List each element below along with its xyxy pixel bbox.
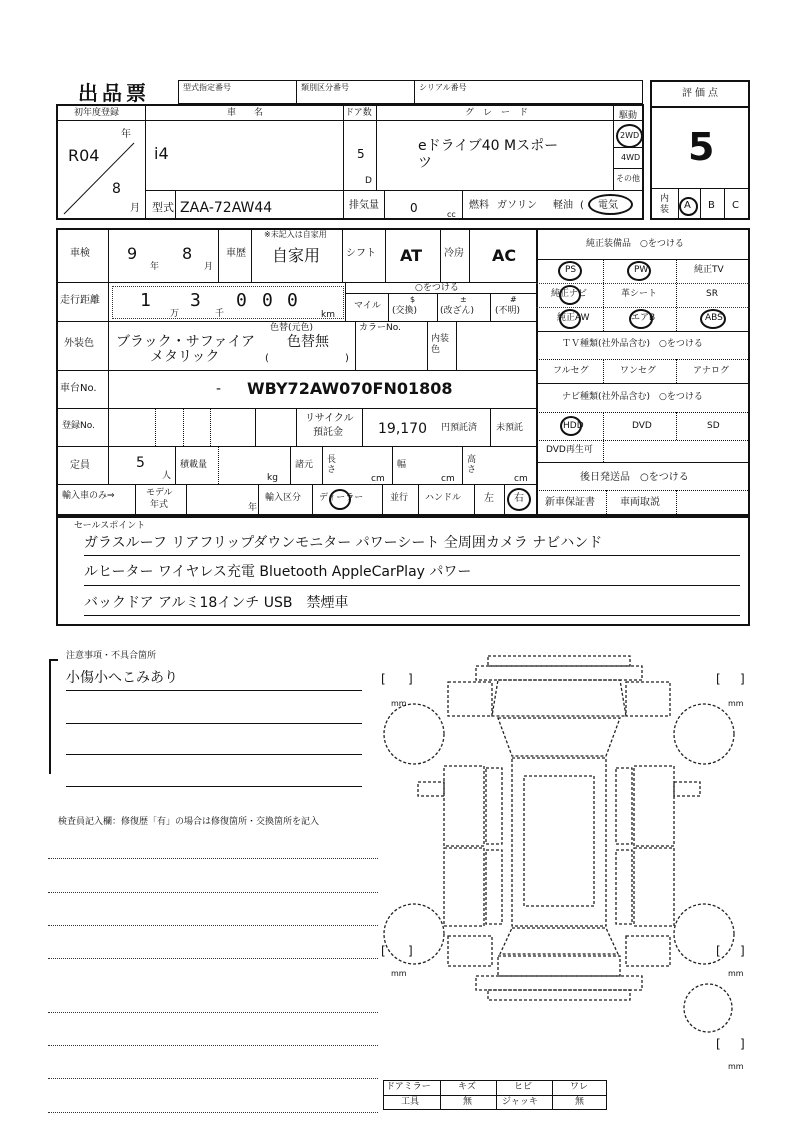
car-name-label: 車 名 <box>227 108 264 118</box>
equip-abs-circle <box>700 309 726 329</box>
import-parallel: 並行 <box>390 493 409 503</box>
capacity-value: 5 <box>136 455 145 471</box>
equip-sr: SR <box>706 289 718 299</box>
equipment-title: 純正装備品 ○をつける <box>586 239 684 249</box>
history-note: ※未記入は自家用 <box>264 230 327 239</box>
color-line2: メタリック <box>150 349 220 365</box>
legend-r3: 無 <box>575 1097 585 1107</box>
interior-a-circle <box>679 197 698 216</box>
mm-fl: mm <box>391 699 407 708</box>
width-unit: cm <box>441 474 455 484</box>
mileage-mile: マイル <box>354 301 381 311</box>
mileage-d2: 3 <box>190 290 201 311</box>
equip-aw-circle <box>559 309 581 329</box>
equip-airbag-circle <box>629 309 656 329</box>
reg-year-label: 年 <box>121 129 131 140</box>
equip-ps: PS <box>565 265 577 275</box>
mileage-tamper: (改ざん) <box>440 306 475 316</box>
later-warranty: 新車保証書 <box>545 497 595 508</box>
fuel-diesel: 軽油 <box>553 200 573 211</box>
doors-value: 5 <box>357 147 365 161</box>
paren-open: ( <box>265 353 269 364</box>
navi-title: ナビ種類(社外品含む) ○をつける <box>562 392 703 402</box>
handle-right: 右 <box>514 493 524 504</box>
mileage-sen: 千 <box>215 309 225 319</box>
paren-close: ) <box>345 353 349 364</box>
not-deposited: 未預託 <box>496 423 524 433</box>
navi-hdd-circle <box>560 416 582 436</box>
mm-rl: mm <box>391 969 407 978</box>
doors-suffix: D <box>365 176 372 186</box>
mileage-d3: 0 <box>236 290 247 311</box>
notes-frame <box>46 648 366 778</box>
capacity-unit: 人 <box>162 471 172 481</box>
equip-ps-circle <box>558 261 582 281</box>
reg-era: R04 <box>68 146 100 165</box>
height-label: 高さ <box>467 455 477 475</box>
later-manual: 車両取説 <box>620 497 660 508</box>
tv-analog: アナログ <box>693 366 730 376</box>
later-title: 後日発送品 ○をつける <box>580 472 689 483</box>
equip-leather: 革シート <box>621 289 658 299</box>
inspection-label: 車検 <box>70 248 90 259</box>
reg-month-label: 月 <box>130 203 140 214</box>
legend-r2: ジャッキ <box>502 1097 538 1107</box>
sales-line1: ガラスルーフ リアフリップダウンモニター パワーシート 全周囲カメラ ナビハンド <box>84 535 603 551</box>
inspection-month: 8 <box>182 244 193 263</box>
equip-abs: ABS <box>705 313 723 323</box>
tamper-sym: ± <box>460 295 467 304</box>
load-unit: kg <box>267 473 278 483</box>
mileage-d4: 0 <box>262 290 273 311</box>
notes-label: 注意事項・不具合箇所 <box>66 651 157 661</box>
color-code-label: カラーNo. <box>359 323 401 333</box>
tv-fullseg: フルセグ <box>553 366 589 376</box>
equip-pw-circle <box>627 261 651 281</box>
ac-label: 冷房 <box>444 248 464 259</box>
form-title: 出品票 <box>78 81 150 105</box>
displacement-unit: cc <box>447 210 456 219</box>
fuel-label: 燃料 <box>469 200 489 211</box>
grade-line2: ツ <box>418 155 432 171</box>
history-value: 自家用 <box>272 246 321 265</box>
sales-label: セールスポイント <box>74 521 146 531</box>
code-header-box <box>178 80 643 104</box>
reg-label: 初年度登録 <box>74 108 120 118</box>
import-dealer-circle <box>329 489 351 510</box>
width-label: 幅 <box>397 460 407 470</box>
equip-pw: PW <box>634 265 649 275</box>
import-label: 輸入車のみ⇒ <box>62 491 115 501</box>
car-diagram <box>378 636 758 1056</box>
sales-line2: ルヒーター ワイヤレス充電 Bluetooth AppleCarPlay パワー <box>84 564 472 580</box>
fuel-gasoline: ガソリン <box>497 200 537 211</box>
recycle-label2: 預託金 <box>313 427 343 438</box>
equip-aw: 純正AW <box>557 313 590 323</box>
handle-label: ハンドル <box>425 493 462 503</box>
car-name: i4 <box>154 144 169 163</box>
model-code-label: 型式指定番号 <box>183 83 231 92</box>
fuel-electric: 電気 <box>598 200 618 211</box>
displacement-value: 0 <box>410 201 418 215</box>
mileage-unknown: (不明) <box>495 306 521 316</box>
notes-line1: 小傷小へこみあり <box>66 670 178 686</box>
class-label: 類別区分番号 <box>301 83 349 92</box>
mileage-swap: (交換) <box>392 306 418 316</box>
fuel-electric-circle <box>588 194 633 215</box>
equip-tv: 純正TV <box>694 265 724 275</box>
mileage-man: 万 <box>170 309 180 319</box>
inspection-year: 9 <box>127 244 138 263</box>
chassis-label: 車台No. <box>60 383 97 394</box>
reg-month: 8 <box>112 181 121 197</box>
len-unit: cm <box>371 474 385 484</box>
capacity-label: 定員 <box>70 460 90 471</box>
recycle-label1: リサイクル <box>305 413 354 424</box>
len-label: 長さ <box>327 455 337 475</box>
color-change-value: 色替無 <box>287 334 329 350</box>
interior-a: A <box>684 200 691 211</box>
drive-2wd: 2WD <box>620 131 640 140</box>
color-line1: ブラック・サファイア <box>116 334 256 350</box>
navi-sd: SD <box>707 421 720 431</box>
registration-label: 登録No. <box>62 421 95 431</box>
navi-hdd: HDD <box>563 421 584 431</box>
mm-fr: mm <box>728 699 744 708</box>
reg-slash <box>60 140 140 220</box>
chassis-dash: - <box>216 381 222 397</box>
interior-c: C <box>732 200 739 211</box>
legend-h1: キズ <box>458 1082 476 1092</box>
color-change-label: 色替(元色) <box>270 323 314 333</box>
shift-value: AT <box>400 246 423 265</box>
eval-label: 評価点 <box>682 88 721 99</box>
displacement-label: 排気量 <box>349 200 379 211</box>
serial-label: シリアル番号 <box>419 83 467 92</box>
legend-r1: 無 <box>463 1097 473 1107</box>
drive-4wd: 4WD <box>621 153 641 162</box>
equip-navi: 純正ナビ <box>551 289 588 299</box>
equip-navi-circle <box>559 285 581 305</box>
color-label: 外装色 <box>64 338 94 349</box>
inspection-year-unit: 年 <box>150 262 160 272</box>
mileage-d1: 1 <box>140 290 151 311</box>
model-year-label1: モデル <box>146 488 173 498</box>
type-value: ZAA-72AW44 <box>180 200 273 216</box>
height-unit: cm <box>514 474 528 484</box>
sales-line3: バックドア アルミ18インチ USB 禁煙車 <box>84 595 349 611</box>
shift-label: シフト <box>346 248 376 259</box>
tv-title: ＴＶ種類(社外品含む) ○をつける <box>562 339 703 349</box>
drive-label: 駆動 <box>619 111 638 121</box>
handle-right-circle <box>507 488 531 511</box>
import-class-label: 輸入区分 <box>265 493 302 503</box>
history-label: 車歴 <box>226 248 246 259</box>
doors-label: ドア数 <box>345 108 372 118</box>
swap-sym: $ <box>410 295 416 304</box>
handle-left: 左 <box>484 493 494 504</box>
legend-h0: ドアミラー <box>386 1082 431 1092</box>
legend-h2: ヒビ <box>514 1082 533 1092</box>
model-year-label2: 年式 <box>150 500 169 510</box>
interior-label: 内装 <box>660 194 670 215</box>
model-year-unit: 年 <box>248 503 258 513</box>
drive-2wd-circle <box>616 124 643 148</box>
inspector-label: 検査員記入欄：修復歴「有」の場合は修復箇所・交換箇所を記入 <box>58 817 320 827</box>
mileage-unit: km <box>321 310 335 320</box>
eval-score: 5 <box>688 125 715 169</box>
interior-color-label: 内装色 <box>431 334 450 355</box>
unknown-sym: # <box>510 295 517 304</box>
interior-b: B <box>708 200 715 211</box>
mm-spare: mm <box>728 1062 744 1071</box>
tv-oneseg: ワンセグ <box>620 366 657 376</box>
recycle-value: 19,170 <box>378 421 427 437</box>
drive-other: その他 <box>616 174 640 183</box>
navi-dvd: DVD <box>632 421 652 431</box>
mileage-label: 走行距離 <box>60 295 100 306</box>
load-label: 積載量 <box>180 460 208 470</box>
ac-value: AC <box>492 246 517 265</box>
recycle-unit: 円預託済 <box>441 423 478 433</box>
type-label: 型式 <box>152 201 174 214</box>
dims-label: 諸元 <box>295 460 314 470</box>
mm-rr: mm <box>728 969 744 978</box>
mileage-circle-note: ○をつける <box>415 283 459 293</box>
grade-line1: eドライブ40 Mスポー <box>418 138 559 154</box>
chassis-value: WBY72AW070FN01808 <box>247 379 453 398</box>
equip-airbag: エアB <box>631 313 656 323</box>
navi-dvd-play: DVD再生可 <box>546 445 593 455</box>
legend-r0: 工具 <box>401 1097 420 1107</box>
grade-label: グ レ ー ド <box>465 108 529 118</box>
legend-h3: ワレ <box>570 1082 589 1092</box>
inspection-month-unit: 月 <box>204 262 214 272</box>
mileage-d5: 0 <box>287 290 298 311</box>
import-dealer: ディーラー <box>319 493 364 503</box>
